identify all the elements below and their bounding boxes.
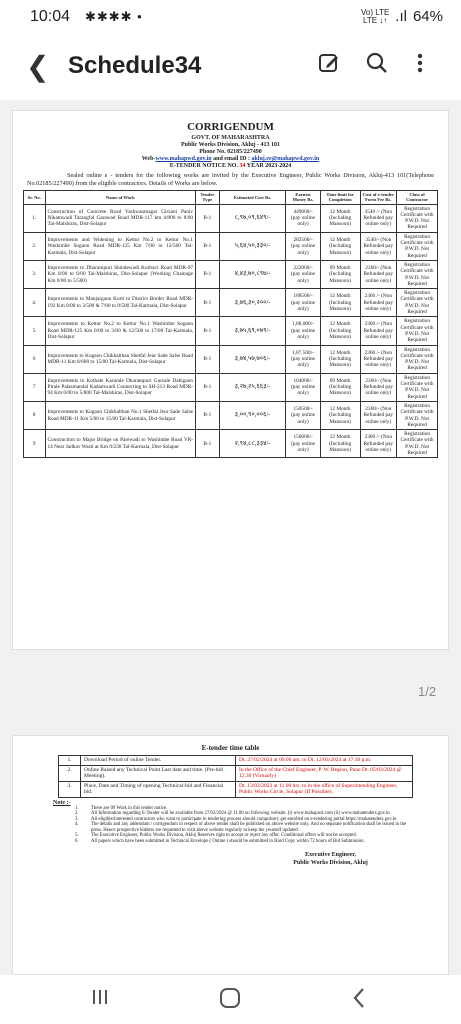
timetable-row bbox=[59, 756, 413, 766]
note-number: 1. bbox=[75, 805, 79, 811]
table-cell-cost: ३,७४,५७,७०६/- bbox=[219, 345, 286, 373]
note-item bbox=[75, 822, 415, 833]
status-time: 10:04 bbox=[30, 8, 71, 25]
table-cell-name: Improvements to Manjargaon Korti to District Border Road MDR-192 Km 0/00 to 3/500 & 7/00 to 8/500 Tal-Karmala, Dist-Solapur bbox=[45, 289, 196, 317]
timetable-cell-item: Online Raised any Technical Point Last date and time. (Pre-bid Meeting). bbox=[81, 765, 236, 781]
table-cell-emd: 222000/- (pay online only) bbox=[286, 260, 320, 288]
more-options-icon[interactable] bbox=[416, 52, 424, 80]
table-cell-cost: ३,७५,६९,०७९/- bbox=[219, 317, 286, 345]
table-cell-cls: Registration Certificate with P.W.D. Not Required bbox=[397, 401, 438, 429]
back-arrow-icon[interactable]: ❮ bbox=[26, 51, 50, 82]
timetable-cell-item: Place, Date and Timing of opening Technical-bid and Financial bid. bbox=[81, 781, 236, 797]
edit-icon[interactable] bbox=[318, 52, 340, 80]
table-cell-type: B-1 bbox=[196, 260, 220, 288]
note-text: All Information regarding E-Tender will be available from 27/02/2024 @ 11.00 on following website. (i) www.mahapwd.com (ii) www.mahatenders.gov.in bbox=[91, 811, 390, 817]
table-cell-time: 12 Month (Including Mansoon) bbox=[320, 204, 360, 232]
table-row bbox=[24, 373, 438, 401]
table-cell-emd: 150000/- (pay online only) bbox=[286, 430, 320, 458]
signal-icon: .ıl bbox=[395, 8, 407, 25]
table-cell-name: Improvements to Dharampuri Shindewadi Kurbavi Road MDR-97 Km 0/00 to 6/00 Tal-Malshiras, Dist-Solapur (Working Chainage Km 0/00 to 5/500) bbox=[45, 260, 196, 288]
document-title: Schedule34 bbox=[68, 52, 202, 79]
table-cell-cost: ३,२७,२५,६६३/- bbox=[219, 373, 286, 401]
table-cell-time: 09 Month (Including Mansoon) bbox=[320, 373, 360, 401]
table-cell-cls: Registration Certificate with P.W.D. Not Required bbox=[397, 373, 438, 401]
table-cell-sr: 7 bbox=[24, 373, 46, 401]
table-cell-sr: 6 bbox=[24, 345, 46, 373]
table-cell-type: B-1 bbox=[196, 232, 220, 260]
status-bar bbox=[0, 0, 461, 36]
phone-line: Phone No. 02185/227490 bbox=[199, 149, 262, 155]
navigation-bar bbox=[0, 975, 461, 1024]
table-cell-time: 12 Month (Including Mansoon) bbox=[320, 345, 360, 373]
note-item bbox=[75, 839, 415, 845]
table-cell-time: 12 Month (Including Mansoon) bbox=[320, 317, 360, 345]
back-nav-icon[interactable] bbox=[352, 987, 366, 1015]
header-cell: Earnest Money Rs. bbox=[286, 191, 320, 205]
table-cell-name: Improvements to Kettur No.2 to Kettur No.1 Washimbe Sogaon Road MDR-125 Km 0/00 to 3/00 & 12/500 to 17/00 Tal-Karmala, Dist-Solapur bbox=[45, 317, 196, 345]
table-cell-cost: ३,७६,३०,२००/- bbox=[219, 289, 286, 317]
table-cell-fee: 2360 /- (Non Refunded pay online only) bbox=[360, 345, 397, 373]
note-text: All papers which have been submitted in Technical Envelope ( Online ) should be submitted in Hard Copy within 72 hours of Bid Submission. bbox=[91, 839, 365, 845]
note-number: 4. bbox=[75, 822, 79, 828]
table-cell-name: Improvements to Kugaon Chikhalthan Shetfal Jeur Sade Salse Road MDR-11 Km 8/600 to 15/00 Tal-Karmala, Dist-Solapur bbox=[45, 345, 196, 373]
table-cell-emd: 188500/- (pay online only) bbox=[286, 289, 320, 317]
table-cell-fee: 2360 /- (Non Refunded pay online only) bbox=[360, 317, 397, 345]
table-cell-time: 12 Month (Including Mansoon) bbox=[320, 430, 360, 458]
table-cell-sr: 1. bbox=[24, 204, 46, 232]
home-icon[interactable] bbox=[219, 987, 241, 1015]
table-cell-emd: 164000/- (pay online only) bbox=[286, 373, 320, 401]
table-cell-fee: 2360 /- (Non Refunded pay online only) bbox=[360, 430, 397, 458]
header-cell: Sr. No. bbox=[24, 191, 46, 205]
battery-level: 64% bbox=[412, 8, 443, 25]
header-cell: Name of Work bbox=[45, 191, 196, 205]
table-cell-name: Improvements to Kugaon Chikhalthan No.1 Shetfal Jeur Sade Salse Road MDR-11 Km 5/00 to 15/00 Tal-Karmala, Dist-Solapur bbox=[45, 401, 196, 429]
table-cell-type: B-1 bbox=[196, 317, 220, 345]
table-cell-cls: Registration Certificate with P.W.D. Not Required bbox=[397, 345, 438, 373]
table-cell-emd: 1,87,500/- (pay online only) bbox=[286, 345, 320, 373]
note-heading: Note :- bbox=[53, 799, 71, 806]
notification-icons: ✱✱✱✱ • bbox=[85, 9, 143, 24]
table-cell-sr: 9 bbox=[24, 430, 46, 458]
app-bar bbox=[0, 36, 461, 100]
timetable-table bbox=[58, 755, 413, 798]
header-cell: Tender Type bbox=[196, 191, 220, 205]
document-page-2 bbox=[12, 735, 449, 975]
table-cell-cls: Registration Certificate with P.W.D. Not Required bbox=[397, 317, 438, 345]
email-link[interactable]: akluj.ee@mahapwd.gov.in bbox=[251, 156, 320, 162]
web-link[interactable]: www.mahapwd.gov.in bbox=[155, 156, 212, 162]
table-row bbox=[24, 232, 438, 260]
table-cell-cost: ४,४३,७०,८९७/- bbox=[219, 260, 286, 288]
table-cell-emd: 282500/- (pay online only) bbox=[286, 232, 320, 260]
table-row bbox=[24, 289, 438, 317]
note-text: The Executive Engineer, Public Works Division, Akluj Reserves right to accept or reject any offer. Conditional offers will not be accepted. bbox=[91, 833, 357, 839]
document-page-1 bbox=[12, 110, 449, 650]
table-row bbox=[24, 345, 438, 373]
recent-apps-icon[interactable] bbox=[90, 987, 110, 1013]
table-cell-name: Construction of Concrete Road Yashwantnagar Girzani Paniv Nikamwadi Tarangfal Garawad Road MDR-117 km 4/800 to 8/00 Tal-Malshiras, Dist-Solapur bbox=[45, 204, 196, 232]
table-cell-fee: 2360/- (Non Refunded pay online only) bbox=[360, 260, 397, 288]
timetable-cell-val: In the Office of the Chief Engineer, P. W. Region, Pune Dt. 05/03/2024 @ 12.30 (Virtually) bbox=[236, 765, 413, 781]
division-line: Public Works Division, Akluj - 413 101 bbox=[180, 142, 281, 148]
note-text: There are 09 Work in this tender notice. bbox=[91, 805, 168, 811]
table-cell-type: B-1 bbox=[196, 204, 220, 232]
table-cell-type: B-1 bbox=[196, 345, 220, 373]
notes-list bbox=[75, 806, 415, 845]
table-cell-fee: 2360/- (Non Refunded pay online only) bbox=[360, 373, 397, 401]
table-cell-cls: Registration Certificate with P.W.D. Not Required bbox=[397, 430, 438, 458]
table-cell-cost: ८,९७,०९,६४९/- bbox=[219, 204, 286, 232]
works-table bbox=[23, 190, 438, 458]
table-cell-sr: 8 bbox=[24, 401, 46, 429]
search-icon[interactable] bbox=[366, 52, 388, 80]
timetable-cell-val: Dt. 27/02/2024 at 09.00 am. to Dt. 12/03/2024 at 17.30 p.m. bbox=[236, 756, 413, 766]
note-text: All eligible/interested contractors who want to participate in tendering process should compulsory get enrolled on e-tendering portal https://mahatenders.gov.in bbox=[91, 816, 397, 822]
table-cell-time: 12 Month (Including Mansoon) bbox=[320, 232, 360, 260]
table-cell-time: 09 Month (Including Mansoon) bbox=[320, 260, 360, 288]
note-text: The details and any addendum / corrigendum in respect of above tender shall be published on above website only. And no separate notification shall be issued in the press. Hence prospective bidders are requested to visit above website regularly to keep the yourself updated bbox=[91, 822, 407, 833]
table-cell-sr: 3. bbox=[24, 260, 46, 288]
table-cell-emd: 150500/- (pay online only) bbox=[286, 401, 320, 429]
note-number: 6. bbox=[75, 839, 79, 845]
intro-paragraph: Sealed online e - tenders for the following works are invited by the Executive Engineer, Public Works Division, Akluj-413 101(Telephone No.02185/227490) from the eligible contractors. Details of Works are below. bbox=[27, 172, 434, 187]
note-number: 2. bbox=[75, 811, 79, 817]
notice-line: E-TENDER NOTICE NO. 34 YEAR 2023-2024 bbox=[169, 163, 292, 169]
timetable-cell-item: Download Period of online Tender. bbox=[81, 756, 236, 766]
table-cell-cls: Registration Certificate with P.W.D. Not Required bbox=[397, 289, 438, 317]
table-cell-time: 12 Month (Including Mansoon) bbox=[320, 289, 360, 317]
table-cell-name: Improvements and Widening to Kettur No.2 to Kettur No.1 Washimbe Sogaon Road MDR-125 Km 7/00 to 12/500 Tal-Karmala, Dist-Solapur bbox=[45, 232, 196, 260]
signature-block: Executive Engineer, Public Works Division, Akluj bbox=[293, 851, 368, 866]
web-email-line: Web-www.mahapwd.gov.in and email ID : akluj.ee@mahapwd.gov.in bbox=[141, 156, 320, 162]
network-icon: Vo) LTE LTE ↓↑ bbox=[360, 7, 390, 25]
table-cell-sr: 5 bbox=[24, 317, 46, 345]
note-number: 5. bbox=[75, 833, 79, 839]
table-cell-cost: ५,६४,५०,३३०/- bbox=[219, 232, 286, 260]
gov-line: GOVT. OF MAHARASHTRA bbox=[191, 135, 270, 141]
note-number: 3. bbox=[75, 816, 79, 822]
timetable-row bbox=[59, 781, 413, 797]
table-cell-fee: 3540/- (Non Refunded pay online only) bbox=[360, 232, 397, 260]
table-cell-time: 12 Month (Including Mansoon) bbox=[320, 401, 360, 429]
table-cell-sr: 2. bbox=[24, 232, 46, 260]
table-cell-emd: 449000/- (pay online only) bbox=[286, 204, 320, 232]
table-row bbox=[24, 317, 438, 345]
table-cell-type: B-1 bbox=[196, 289, 220, 317]
table-cell-emd: 1,88,000/- (pay online only) bbox=[286, 317, 320, 345]
timetable-cell-n: 3. bbox=[59, 781, 81, 797]
corrigendum-heading: CORRIGENDUM bbox=[187, 121, 274, 133]
table-row bbox=[24, 204, 438, 232]
table-cell-type: B-1 bbox=[196, 430, 220, 458]
timetable-title: E-tender time table bbox=[201, 744, 260, 752]
table-cell-type: B-1 bbox=[196, 373, 220, 401]
table-cell-sr: 4. bbox=[24, 289, 46, 317]
works-table-header bbox=[24, 191, 438, 205]
table-row bbox=[24, 430, 438, 458]
header-cell: Cost of e-tender Form Fee Rs. bbox=[360, 191, 397, 205]
table-cell-name: Construction to Major Bridge on Parewadi to Washimbe Road VR-14 Near Jadhav Wasti at Km 0/230 Tal-Karmala, Dist-Solapur bbox=[45, 430, 196, 458]
table-cell-type: B-1 bbox=[196, 401, 220, 429]
timetable-cell-val: Dt. 13/03/2023 at 11.00 hrs. to in the office of Superintending Engineer, Public Works Circle, Solapur (If Possible). bbox=[236, 781, 413, 797]
table-cell-fee: 2360 /- (Non Refunded pay online only) bbox=[360, 289, 397, 317]
header-cell: Class of Contractor bbox=[397, 191, 438, 205]
timetable-cell-n: 2. bbox=[59, 765, 81, 781]
table-cell-cls: Registration Certificate with P.W.D. Not Required bbox=[397, 232, 438, 260]
table-row bbox=[24, 260, 438, 288]
status-right bbox=[361, 8, 443, 25]
table-cell-cls: Registration Certificate with P.W.D. Not Required bbox=[397, 260, 438, 288]
table-cell-cls: Registration Certificate with P.W.D. Not Required bbox=[397, 204, 438, 232]
table-row bbox=[24, 401, 438, 429]
header-cell: Estimated Cost Rs. bbox=[219, 191, 286, 205]
table-cell-cost: ३,००,९०,००६/- bbox=[219, 401, 286, 429]
table-cell-fee: 3540 /- (Non Refunded pay online only) bbox=[360, 204, 397, 232]
timetable-row bbox=[59, 765, 413, 781]
table-cell-cost: २,९४,८८,३३४/- bbox=[219, 430, 286, 458]
timetable-cell-n: 1. bbox=[59, 756, 81, 766]
table-cell-name: Improvements to Kothale Karunde Dharampuri Gursale Dahigaon Pirale Palasmandal Kadamwadi Connecting to SH-213 Road MDR-94 Km 0/00 to 5/800 Tal-Malshiras, Dist-Solapur bbox=[45, 373, 196, 401]
page-indicator: 1/2 bbox=[418, 684, 437, 699]
header-cell: Time limit for Completion bbox=[320, 191, 360, 205]
table-cell-fee: 2360/- (Non Refunded pay online only) bbox=[360, 401, 397, 429]
